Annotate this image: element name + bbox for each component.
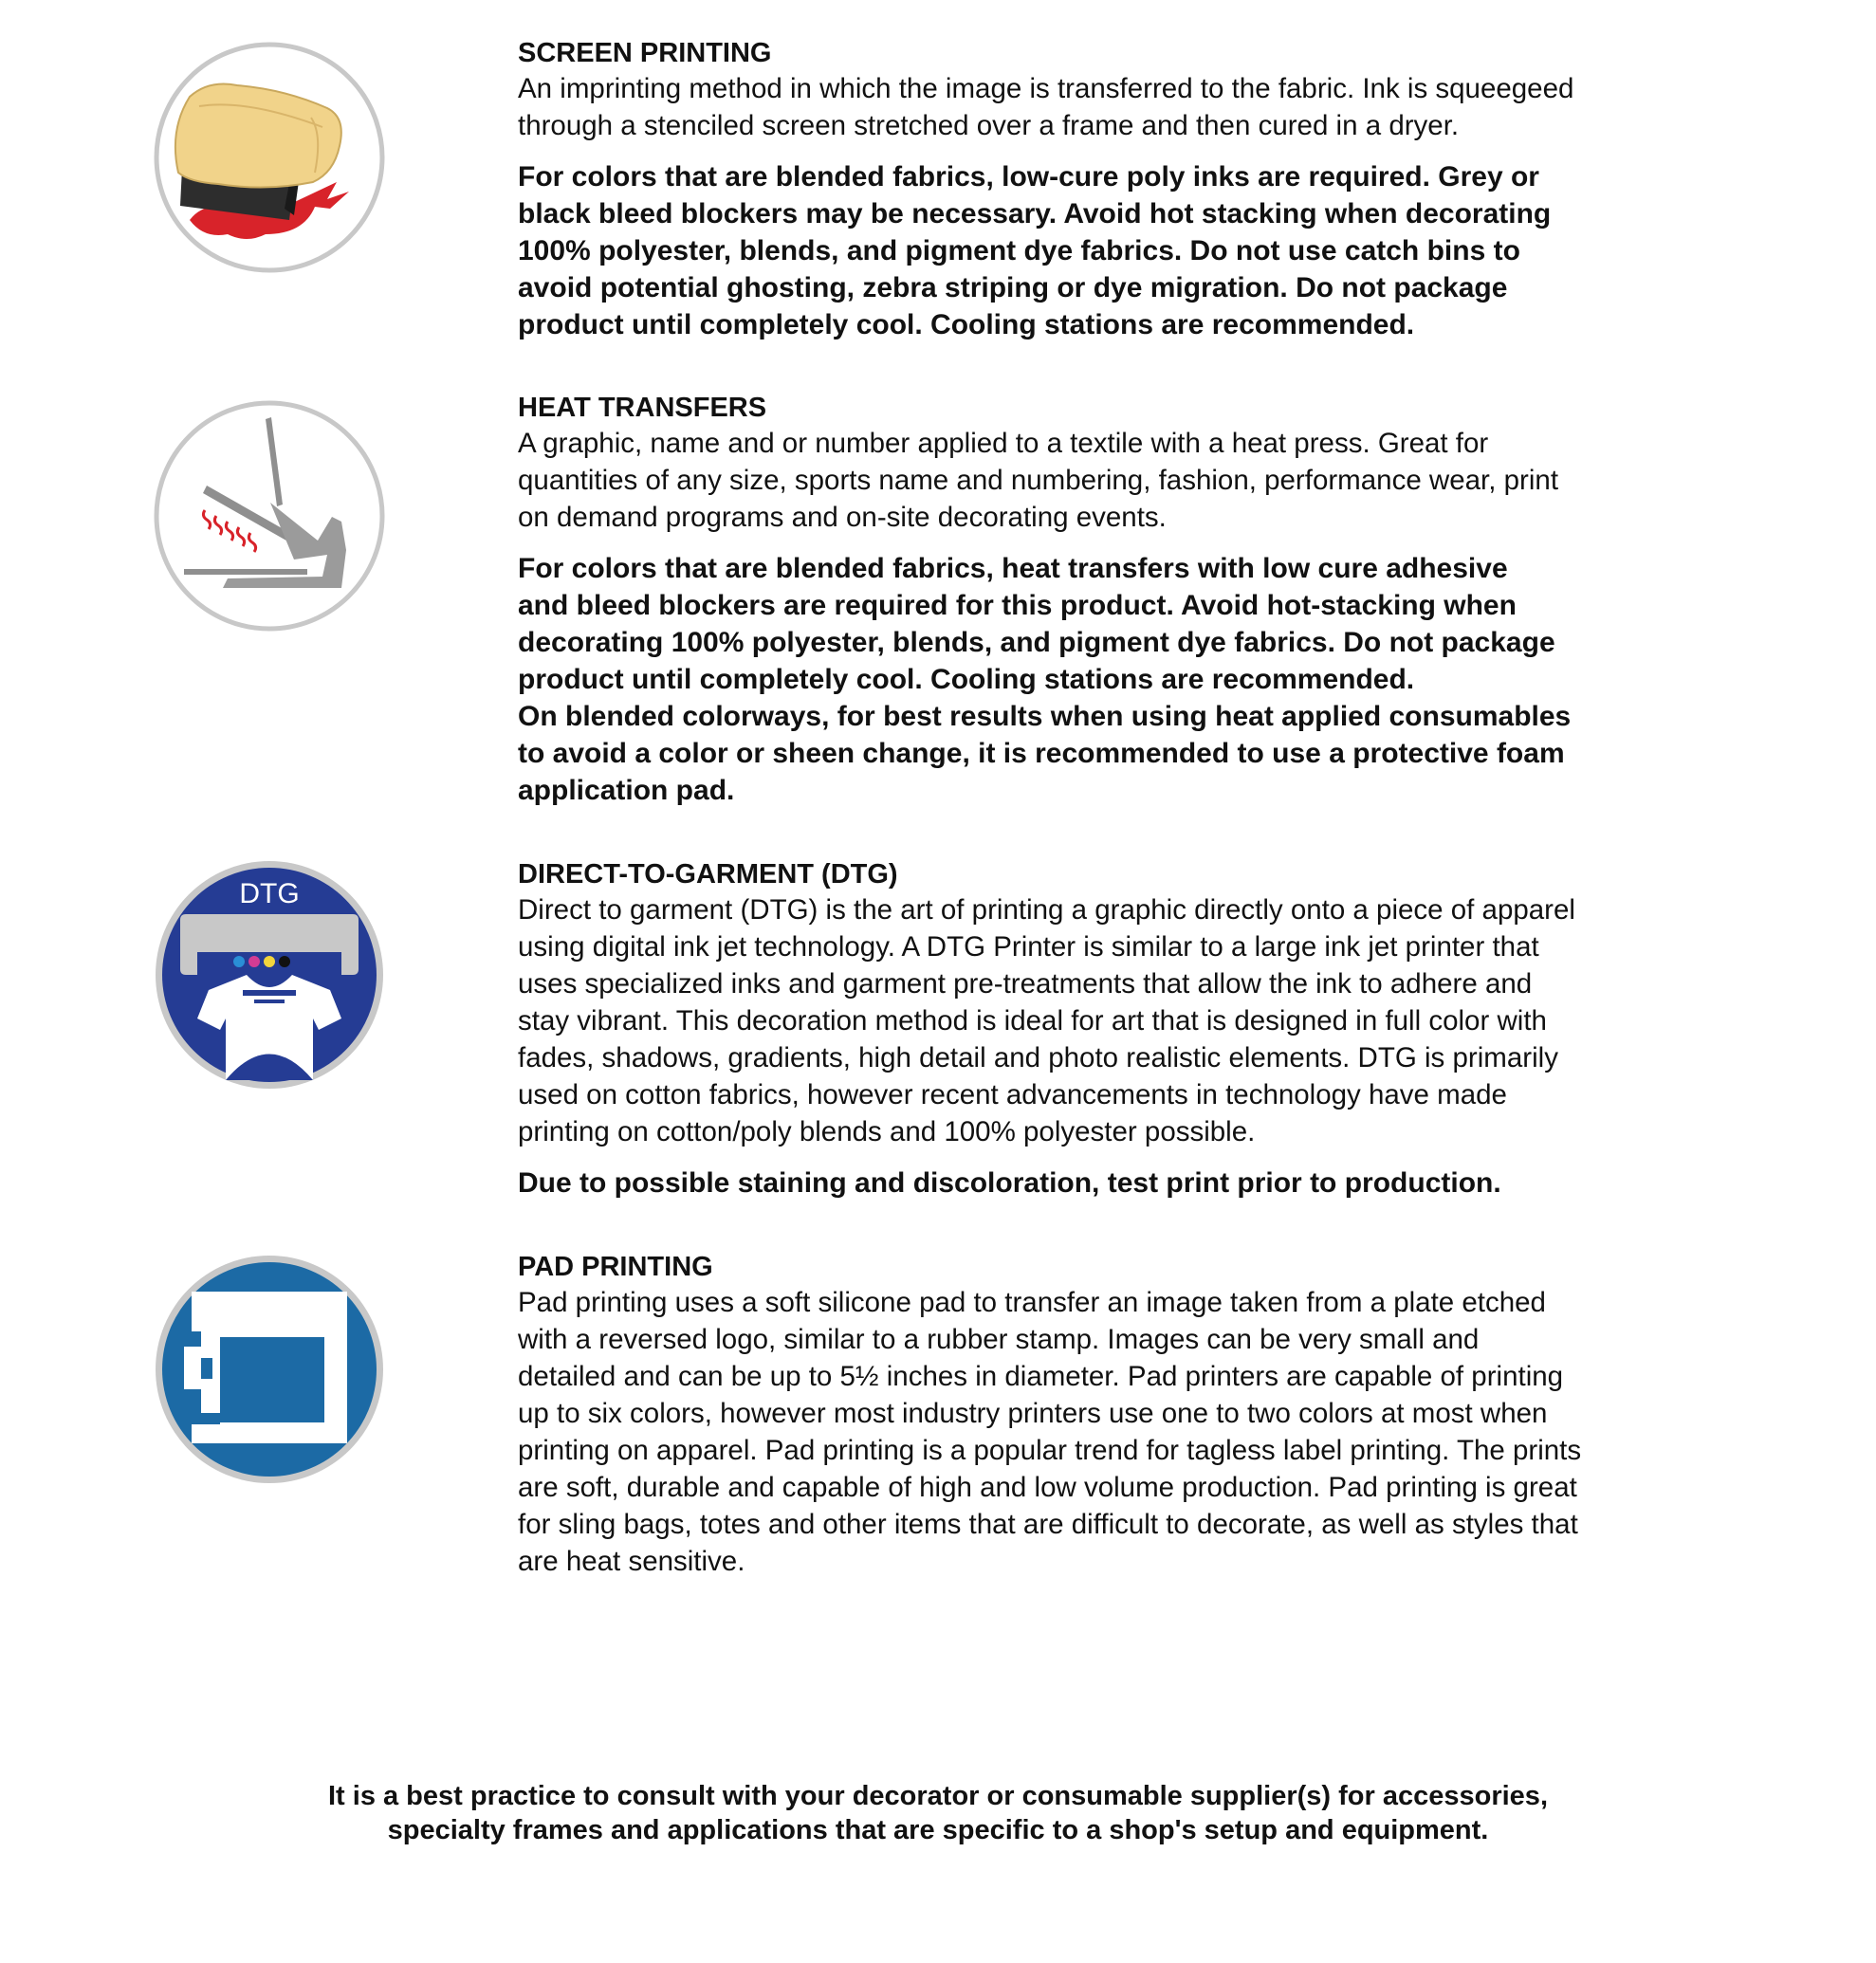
description-line: printing on apparel. Pad printing is a popular trend for tagless label printing. The prints (518, 1435, 1582, 1466)
note-line: product until completely cool. Cooling stations are recommended. (518, 309, 1415, 340)
note-line: and bleed blockers are required for this product. Avoid hot-stacking when (518, 590, 1517, 621)
section-note (518, 158, 1646, 343)
description-line: for sling bags, totes and other items that are difficult to decorate, as well as styles that (518, 1509, 1578, 1540)
note-line: On blended colorways, for best results when using heat applied consumables (518, 701, 1572, 732)
section-screen-printing (518, 36, 1646, 343)
description-line: A graphic, name and or number applied to a textile with a heat press. Great for (518, 428, 1489, 459)
note-line: Due to possible staining and discoloration, test print prior to production. (518, 1167, 1501, 1199)
section-dtg (518, 857, 1646, 1202)
footer-line: specialty frames and applications that are specific to a shop's setup and equipment. (387, 1815, 1489, 1845)
note-line: to avoid a color or sheen change, it is recommended to use a protective foam (518, 738, 1565, 769)
heat-press-icon (152, 398, 387, 633)
description-line: fades, shadows, gradients, high detail and photo realistic elements. DTG is primarily (518, 1042, 1558, 1073)
pad-printer-icon (152, 1252, 387, 1487)
description-line: Direct to garment (DTG) is the art of printing a graphic directly onto a piece of apparel (518, 894, 1575, 926)
description-line: uses specialized inks and garment pre-treatments that allow the ink to adhere and (518, 968, 1533, 1000)
description-line: up to six colors, however most industry printers use one to two colors at most when (518, 1398, 1548, 1429)
note-line: black bleed blockers may be necessary. Avoid hot stacking when decorating (518, 198, 1552, 229)
section-heat-transfers (518, 391, 1646, 809)
description-line: are soft, durable and capable of high and low volume production. Pad printing is great (518, 1472, 1577, 1503)
note-line: product until completely cool. Cooling stations are recommended. (518, 664, 1415, 695)
description-line: used on cotton fabrics, however recent advancements in technology have made (518, 1079, 1507, 1110)
description-line: through a stenciled screen stretched over a frame and then cured in a dryer. (518, 110, 1460, 141)
footer-line: It is a best practice to consult with your decorator or consumable supplier(s) for accessories, (327, 1781, 1548, 1811)
section-title: DIRECT-TO-GARMENT (DTG) (518, 859, 898, 890)
description-line: printing on cotton/poly blends and 100% polyester possible. (518, 1116, 1256, 1147)
description-line: using digital ink jet technology. A DTG Printer is similar to a large ink jet printer that (518, 931, 1539, 963)
note-line: For colors that are blended fabrics, heat transfers with low cure adhesive (518, 553, 1508, 584)
section-title: SCREEN PRINTING (518, 38, 772, 68)
description-line: stay vibrant. This decoration method is ideal for art that is designed in full color with (518, 1005, 1547, 1037)
dtg-printer-icon (152, 857, 387, 1092)
section-note (518, 1165, 1646, 1202)
description-line: Pad printing uses a soft silicone pad to transfer an image taken from a plate etched (518, 1287, 1546, 1318)
description-line: on demand programs and on-site decorating events. (518, 502, 1167, 533)
section-title: HEAT TRANSFERS (518, 393, 767, 423)
section-description (518, 70, 1646, 144)
note-line: application pad. (518, 775, 735, 806)
description-line: quantities of any size, sports name and numbering, fashion, performance wear, print (518, 465, 1559, 496)
section-note (518, 550, 1646, 809)
description-line: An imprinting method in which the image is transferred to the fabric. Ink is squeegeed (518, 73, 1574, 104)
section-title: PAD PRINTING (518, 1252, 713, 1282)
note-line: decorating 100% polyester, blends, and pigment dye fabrics. Do not package (518, 627, 1555, 658)
section-description (518, 425, 1646, 536)
screen-printing-squeegee-icon (152, 40, 387, 275)
description-line: detailed and can be up to 5½ inches in diameter. Pad printers are capable of printing (518, 1361, 1564, 1392)
section-pad-printing (518, 1250, 1646, 1580)
section-description (518, 1284, 1646, 1580)
note-line: For colors that are blended fabrics, low-cure poly inks are required. Grey or (518, 161, 1539, 193)
description-line: with a reversed logo, similar to a rubber stamp. Images can be very small and (518, 1324, 1480, 1355)
note-line: avoid potential ghosting, zebra striping or dye migration. Do not package (518, 272, 1508, 303)
footer-note (0, 1779, 1876, 1847)
description-line: are heat sensitive. (518, 1546, 745, 1577)
section-description (518, 891, 1646, 1150)
note-line: 100% polyester, blends, and pigment dye fabrics. Do not use catch bins to (518, 235, 1520, 266)
dtg-icon-label: DTG (239, 878, 300, 909)
